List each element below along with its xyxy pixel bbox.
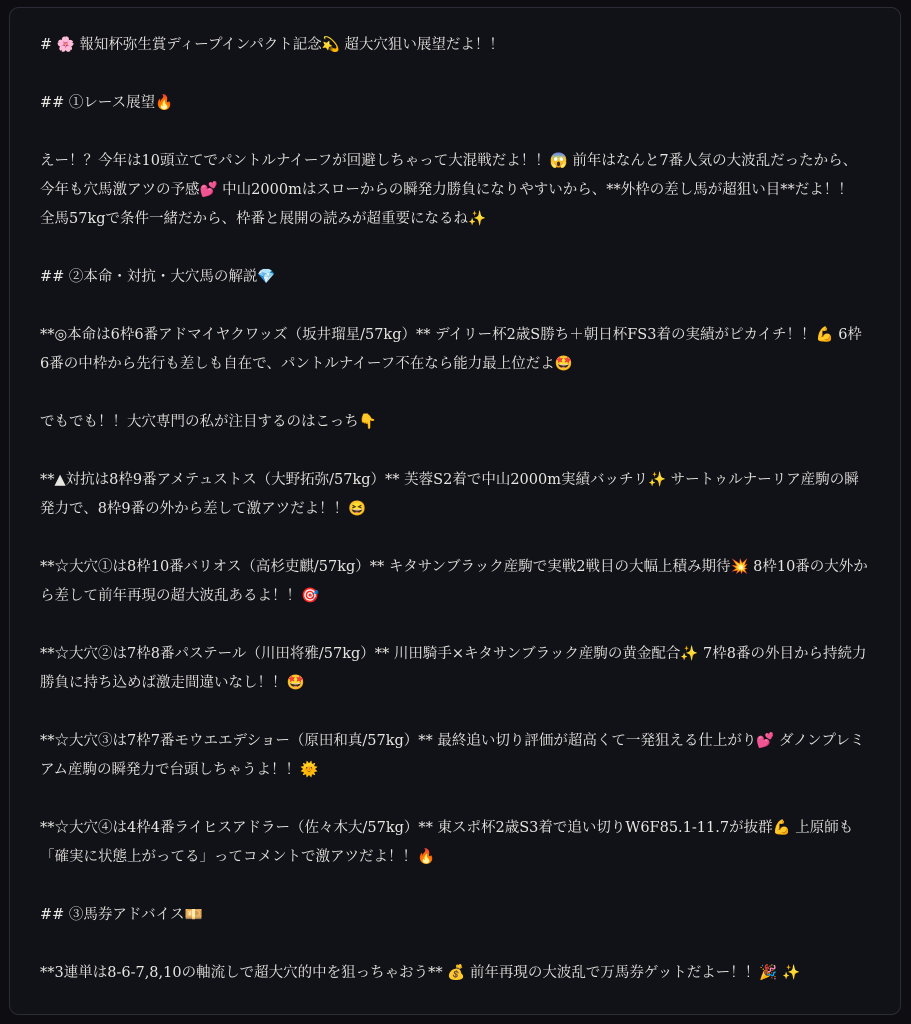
markdown-heading-race-outlook: ## ①レース展望🔥 <box>40 95 174 111</box>
paragraph-longshot-1: **☆大穴①は8枠10番バリオス（高杉吏麒/57kg）** キタサンブラック産駒で実戦2戦目の大幅上積み期待💥 8枠10番の大外から差して前年再現の超大波乱あるよ！！🎯 <box>40 559 868 604</box>
paragraph-rival-pick: **▲対抗は8枠9番アメテュストス（大野拓弥/57kg）** 芙蓉S2着で中山2000m実績バッチリ✨ サートゥルナーリア産駒の瞬発力で、8枠9番の外から差して激アツだよ！！😆 <box>40 472 859 517</box>
paragraph-longshot-3: **☆大穴③は7枠7番モウエエデショー（原田和真/57kg）** 最終追い切り評価が超高くて一発狙える仕上がり💕 ダノンプレミアム産駒の瞬発力で台頭しちゃうよ！！🌞 <box>40 733 865 778</box>
markdown-heading-betting: ## ③馬券アドバイス💴 <box>40 907 203 923</box>
paragraph-race-outlook: えー！？今年は10頭立てでパントルナイーフが回避しちゃって大混戦だよ！！😱 前年はなんと7番人気の大波乱だったから、今年も穴馬激アツの予感💕 中山2000mはスローからの瞬発力勝負になりやすいから、**外枠の差し馬が超狙い目**だよ！！ 全馬57kgで条件一緒だから、枠番と展開の読みが超重要になるね✨ <box>40 153 858 227</box>
paragraph-longshot-4: **☆大穴④は4枠4番ライヒスアドラー（佐々木大/57kg）** 東スポ杯2歳S3着で追い切りW6F85.1-11.7が抜群💪 上原師も「確実に状態上がってる」ってコメントで激アツだよ！！🔥 <box>40 820 854 865</box>
markdown-heading-picks: ## ②本命・対抗・大穴馬の解説💎 <box>40 269 276 285</box>
paragraph-betting-advice: **3連単は8-6-7,8,10の軸流しで超大穴的中を狙っちゃおう** 💰 前年再現の大波乱で万馬券ゲットだよー！！🎉 ✨ <box>40 965 801 981</box>
chat-message-panel <box>9 7 901 1015</box>
paragraph-longshot-2: **☆大穴②は7枠8番パステール（川田将雅/57kg）** 川田騎手×キタサンブラック産駒の黄金配合✨ 7枠8番の外目から持続力勝負に持ち込めば激走間違いなし！！🤩 <box>40 646 867 691</box>
paragraph-main-pick: **◎本命は6枠6番アドマイヤクワッズ（坂井瑠星/57kg）** デイリー杯2歳S勝ち＋朝日杯FS3着の実績がピカイチ！！💪 6枠6番の中枠から先行も差しも自在で、パントルナイーフ不在なら能力最上位だよ🤩 <box>40 327 862 372</box>
markdown-heading-title: # 🌸 報知杯弥生賞ディープインパクト記念💫 超大穴狙い展望だよ！！ <box>40 37 504 53</box>
paragraph-transition: でもでも！！大穴専門の私が注目するのはこっち👇 <box>40 414 377 430</box>
